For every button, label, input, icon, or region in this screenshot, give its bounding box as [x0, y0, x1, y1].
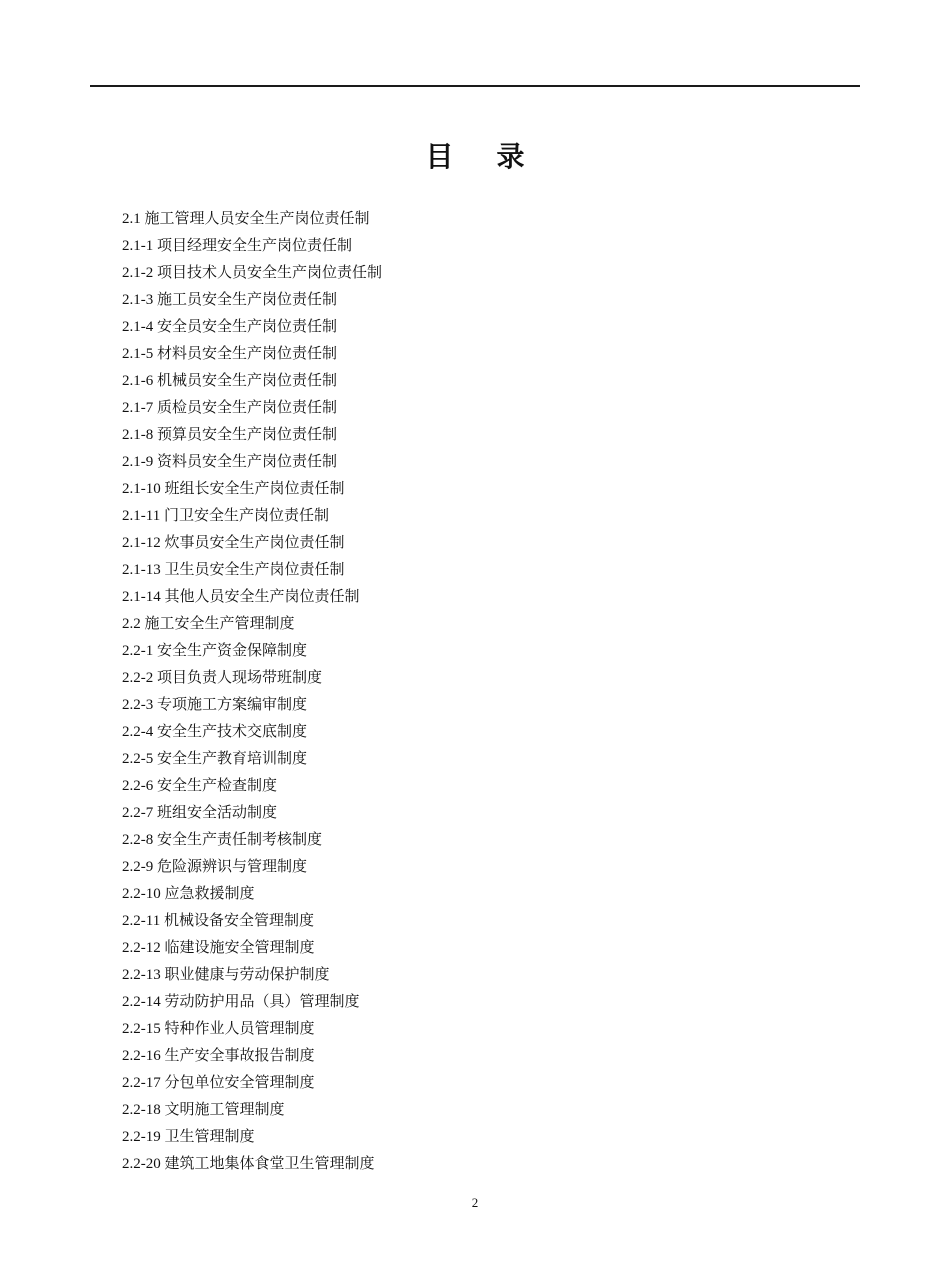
- toc-entry: 2.1-11 门卫安全生产岗位责任制: [122, 508, 329, 524]
- toc-entry: 2.2-16 生产安全事故报告制度: [122, 1048, 315, 1064]
- toc-entry: 2.2-17 分包单位安全管理制度: [122, 1075, 315, 1091]
- toc-entry: 2.2-4 安全生产技术交底制度: [122, 724, 307, 740]
- toc-entry: 2.1-5 材料员安全生产岗位责任制: [122, 346, 337, 362]
- toc-entry: 2.2-6 安全生产检查制度: [122, 778, 277, 794]
- toc-entry: 2.2-18 文明施工管理制度: [122, 1102, 285, 1118]
- toc-entry: 2.1-7 质检员安全生产岗位责任制: [122, 400, 337, 416]
- toc-entry: 2.1-12 炊事员安全生产岗位责任制: [122, 535, 345, 551]
- toc-entry: 2.2-12 临建设施安全管理制度: [122, 940, 315, 956]
- toc-entry: 2.1 施工管理人员安全生产岗位责任制: [122, 211, 370, 227]
- toc-entry: 2.1-8 预算员安全生产岗位责任制: [122, 427, 337, 443]
- toc-entry: 2.2-3 专项施工方案编审制度: [122, 697, 307, 713]
- header-rule: [90, 85, 860, 87]
- toc-entry: 2.2 施工安全生产管理制度: [122, 616, 295, 632]
- toc-title: 目 录: [425, 142, 543, 173]
- toc-entry: 2.1-13 卫生员安全生产岗位责任制: [122, 562, 345, 578]
- toc-entry: 2.1-4 安全员安全生产岗位责任制: [122, 319, 337, 335]
- toc-entry: 2.2-20 建筑工地集体食堂卫生管理制度: [122, 1156, 375, 1172]
- toc-entry: 2.1-9 资料员安全生产岗位责任制: [122, 454, 337, 470]
- toc-entry: 2.1-6 机械员安全生产岗位责任制: [122, 373, 337, 389]
- toc-entry: 2.2-5 安全生产教育培训制度: [122, 751, 307, 767]
- toc-entry: 2.1-1 项目经理安全生产岗位责任制: [122, 238, 352, 254]
- toc-entry: 2.2-10 应急救援制度: [122, 886, 255, 902]
- toc-entry: 2.2-11 机械设备安全管理制度: [122, 913, 314, 929]
- toc-entry: 2.1-2 项目技术人员安全生产岗位责任制: [122, 265, 382, 281]
- toc-entry: 2.2-15 特种作业人员管理制度: [122, 1021, 315, 1037]
- toc-entry: 2.2-1 安全生产资金保障制度: [122, 643, 307, 659]
- toc-entry: 2.2-9 危险源辨识与管理制度: [122, 859, 307, 875]
- toc-entry: 2.2-8 安全生产责任制考核制度: [122, 832, 322, 848]
- toc-entry: 2.1-3 施工员安全生产岗位责任制: [122, 292, 337, 308]
- toc-entry: 2.2-19 卫生管理制度: [122, 1129, 255, 1145]
- toc-entry: 2.2-13 职业健康与劳动保护制度: [122, 967, 330, 983]
- toc-entry: 2.1-14 其他人员安全生产岗位责任制: [122, 589, 360, 605]
- toc-entry: 2.2-14 劳动防护用品（具）管理制度: [122, 994, 360, 1010]
- toc-entry: 2.2-7 班组安全活动制度: [122, 805, 277, 821]
- page-number: 2: [471, 1195, 479, 1210]
- table-of-contents: [122, 206, 382, 1178]
- toc-entry: 2.1-10 班组长安全生产岗位责任制: [122, 481, 345, 497]
- toc-entry: 2.2-2 项目负责人现场带班制度: [122, 670, 322, 686]
